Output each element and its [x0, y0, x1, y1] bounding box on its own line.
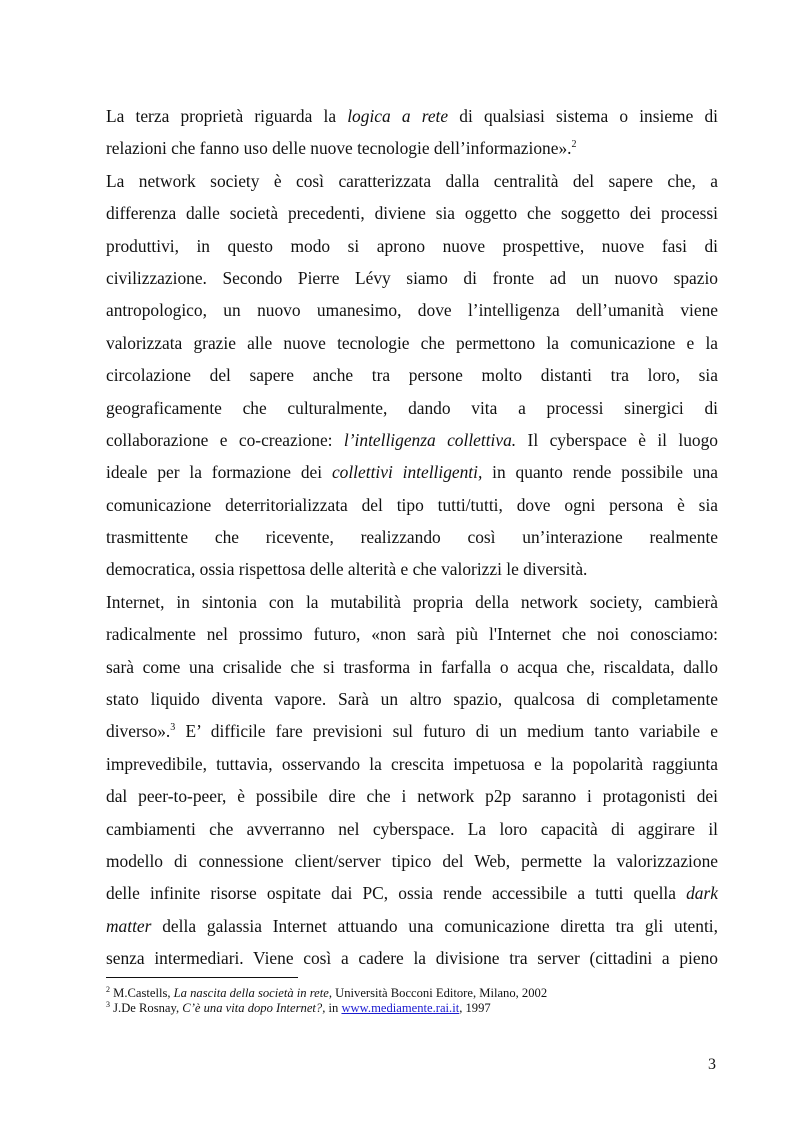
body-text [106, 100, 718, 975]
text-line [106, 780, 718, 812]
text-run: di qualsiasi sistema o insieme di [448, 106, 718, 126]
text-run: della galassia Internet attuando una comunicazione diretta tra gli utenti, [151, 915, 718, 936]
text-run: in quanto rende possibile una [482, 462, 718, 483]
text-line [106, 586, 718, 618]
footnote-2-title: La nascita della società in rete [173, 986, 329, 1000]
text-run: circolazione del sapere anche tra persone molto distanti tra loro, sia [106, 365, 718, 386]
page-number: 3 [708, 1056, 716, 1073]
footnote-3-link[interactable]: www.mediamente.rai.it [341, 1001, 460, 1015]
text-line [106, 294, 718, 326]
footnote-2-author: M.Castells, [110, 986, 174, 1000]
text-line [106, 845, 718, 877]
text-run: cambiamenti che avverranno nel cyberspace. La loro capacità di aggirare il [106, 818, 718, 839]
text-run: antropologico, un nuovo umanesimo, dove l’intelligenza dell’umanità viene [106, 300, 718, 321]
text-run: Internet, in sintonia con la mutabilità propria della network society, cambierà [106, 591, 718, 612]
text-line [106, 715, 718, 747]
text-line [106, 100, 718, 132]
footnote-ref: 2 [571, 139, 577, 151]
italic-phrase: dark [686, 883, 718, 904]
text-line [106, 359, 718, 391]
text-run: sarà come una crisalide che si trasforma in farfalla o acqua che, riscaldata, dallo [106, 656, 718, 677]
text-line [106, 424, 718, 456]
text-line [106, 813, 718, 845]
text-run: dal peer-to-peer, è possibile dire che i network p2p saranno i protagonisti dei [106, 786, 718, 807]
text-run: senza intermediari. Viene così a cadere la divisione tra server (cittadini a pieno [106, 948, 718, 969]
text-line [106, 553, 718, 585]
footnote-3-number: 3 [106, 1000, 110, 1009]
text-run: radicalmente nel prossimo futuro, «non sarà più l'Internet che noi conosciamo: [106, 624, 718, 645]
text-run: comunicazione deterritorializzata del tipo tutti/tutti, dove ogni persona è sia [106, 494, 718, 515]
text-line [106, 910, 718, 942]
text-line [106, 651, 718, 683]
footnote-3-in: in [325, 1001, 342, 1015]
footnote-3-year: , 1997 [459, 1001, 491, 1015]
text-run: relazioni che fanno uso delle nuove tecnologie dell’informazione». [106, 138, 572, 159]
text-run: ideale per la formazione dei [106, 462, 332, 483]
text-line [106, 197, 718, 229]
footnote-ref: 3 [170, 722, 176, 734]
text-line [106, 456, 718, 488]
footnote-3-title: C’è una vita dopo Internet?, [182, 1001, 326, 1015]
footnote-2 [106, 986, 547, 1001]
italic-phrase: logica a rete [347, 106, 449, 126]
text-run: delle infinite risorse ospitate dai PC, ossia rende accessibile a tutti quella [106, 883, 687, 904]
text-line [106, 262, 718, 294]
text-run: E’ difficile fare previsioni sul futuro di un medium tanto variabile e [175, 721, 718, 742]
text-run: geograficamente che culturalmente, dando vita a processi sinergici di [106, 397, 718, 418]
text-run: valorizzata grazie alle nuove tecnologie che permettono la comunicazione e la [106, 332, 718, 353]
text-run: differenza dalle società precedenti, diviene sia oggetto che soggetto dei processi [106, 203, 718, 224]
text-line [106, 165, 718, 197]
italic-phrase: collettivi intelligenti, [331, 462, 483, 483]
text-run: collaborazione e co-creazione: [106, 429, 344, 450]
text-run: produttivi, in questo modo si aprono nuove prospettive, nuove fasi di [106, 235, 718, 256]
footnote-separator [106, 977, 298, 978]
text-run: diverso». [106, 721, 171, 742]
text-line [106, 132, 718, 164]
text-run: democratica, ossia rispettosa delle alterità e che valorizzi le diversità. [106, 559, 588, 580]
text-line [106, 748, 718, 780]
text-run: imprevedibile, tuttavia, osservando la crescita impetuosa e la popolarità raggiunta [106, 753, 718, 774]
text-run: Il cyberspace è il luogo [516, 429, 719, 450]
footnote-2-publisher: , Università Bocconi Editore, Milano, 2002 [328, 986, 548, 1000]
italic-phrase: l’intelligenza collettiva. [343, 429, 517, 450]
text-run: modello di connessione client/server tipico del Web, permette la valorizzazione [106, 850, 718, 871]
text-line [106, 942, 718, 974]
footnote-3 [106, 1001, 491, 1016]
text-run: La network society è così caratterizzata dalla centralità del sapere che, a [106, 170, 718, 191]
text-run: La terza proprietà riguarda la [106, 106, 348, 126]
text-line [106, 683, 718, 715]
text-line [106, 618, 718, 650]
footnote-2-number: 2 [106, 985, 110, 994]
text-line [106, 489, 718, 521]
text-line [106, 230, 718, 262]
text-line [106, 877, 718, 909]
text-line [106, 327, 718, 359]
text-line [106, 521, 718, 553]
text-run: stato liquido diventa vapore. Sarà un altro spazio, qualcosa di completamente [106, 689, 718, 710]
footnote-3-author: J.De Rosnay, [110, 1001, 183, 1015]
italic-phrase: matter [106, 915, 152, 936]
text-run: trasmittente che ricevente, realizzando così un’interazione realmente [106, 527, 718, 548]
text-run: civilizzazione. Secondo Pierre Lévy siamo di fronte ad un nuovo spazio [106, 267, 718, 288]
text-line [106, 392, 718, 424]
